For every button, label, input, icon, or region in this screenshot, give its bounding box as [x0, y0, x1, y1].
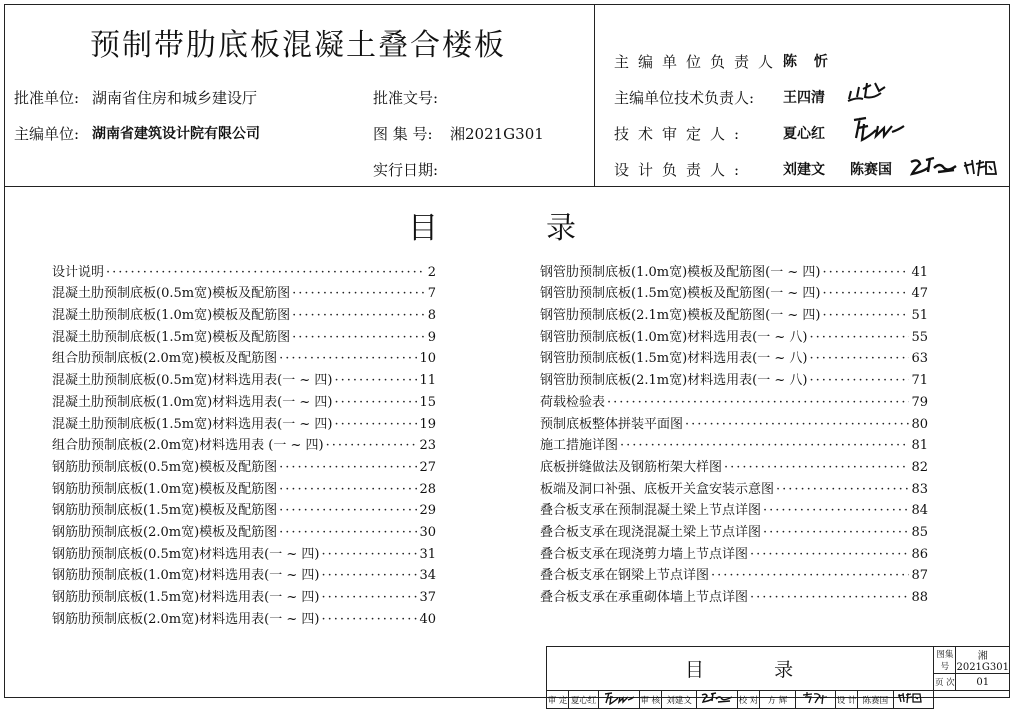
title-block-proof-name: 方 辉: [760, 691, 795, 709]
toc-entry-page: 31: [419, 546, 436, 562]
resp-chief-unit-label: 主编单位负责人:: [614, 53, 797, 71]
toc-entry-page: 11: [419, 373, 436, 389]
title-block-check-label: 审 核: [639, 691, 661, 709]
impl-date-label: 实行日期:: [373, 161, 439, 179]
toc-entry-title: 组合肋预制底板(2.0m宽)材料选用表 (一 ~ 四): [52, 438, 324, 454]
title-block-atlas-no: 湘2021G301: [956, 647, 1010, 674]
toc-heading-char-2: 录: [546, 211, 576, 246]
toc-entry-page: 2: [427, 264, 436, 280]
toc-entry[interactable]: [540, 280, 928, 302]
toc-entry-title: 钢筋肋预制底板(0.5m宽)模板及配筋图: [52, 459, 278, 475]
toc-entry[interactable]: [540, 258, 928, 280]
toc-entry-page: 37: [419, 590, 436, 605]
toc-dot-leader: [763, 525, 909, 540]
title-block-review-name: 夏心红: [569, 691, 599, 709]
toc-dot-leader: [279, 482, 417, 497]
title-block-name-char-1: 目: [685, 659, 707, 681]
toc-dot-leader: [279, 503, 417, 518]
title-block-check-name: 刘建文: [661, 691, 696, 709]
toc-dot-leader: [750, 547, 909, 562]
toc-entry-title: 叠合板支承在钢梁上节点详图: [540, 568, 710, 584]
toc-entry[interactable]: [540, 301, 928, 323]
signature-chen-small-image: [897, 691, 929, 705]
toc-entry-title: 钢筋肋预制底板(0.5m宽)材料选用表(一 ~ 四): [52, 546, 320, 562]
signature-wang-image: [845, 79, 887, 105]
toc-dot-leader: [724, 460, 909, 475]
toc-dot-leader: [822, 308, 909, 323]
toc-entry[interactable]: [540, 410, 928, 432]
header-vertical-divider: [594, 4, 595, 186]
title-block-proof-sign: [795, 691, 835, 709]
toc-entry-title: 钢筋肋预制底板(2.0m宽)模板及配筋图: [52, 524, 278, 540]
toc-entry-page: 71: [911, 373, 928, 389]
chief-unit-label: 主编单位:: [14, 125, 80, 143]
toc-entry-title: 混凝土肋预制底板(1.0m宽)模板及配筋图: [52, 308, 291, 324]
toc-entry[interactable]: [52, 540, 436, 562]
toc-entry-title: 混凝土肋预制底板(0.5m宽)模板及配筋图: [52, 286, 291, 302]
toc-entry-page: 85: [911, 524, 928, 540]
signature-liu-small-image: [700, 691, 734, 705]
toc-entry-page: 30: [419, 524, 436, 540]
toc-entry-title: 钢管肋预制底板(2.1m宽)材料选用表(一 ~ 八): [540, 373, 808, 389]
toc-entry[interactable]: [540, 345, 928, 367]
resp-design-name-1: 刘建文: [783, 162, 825, 178]
toc-dot-leader: [776, 482, 909, 497]
resp-tech-name: 王四清: [783, 90, 825, 106]
toc-entry[interactable]: [52, 410, 436, 432]
toc-entry-title: 钢筋肋预制底板(1.0m宽)模板及配筋图: [52, 481, 278, 497]
toc-entry-page: 55: [911, 329, 928, 345]
toc-entry-page: 51: [911, 308, 928, 324]
toc-entry-page: 87: [911, 568, 928, 584]
toc-dot-leader: [763, 503, 909, 518]
toc-entry-page: 15: [419, 394, 436, 410]
toc-entry-title: 钢筋肋预制底板(1.0m宽)材料选用表(一 ~ 四): [52, 568, 320, 584]
toc-dot-leader: [822, 286, 909, 301]
toc-entry-page: 41: [911, 264, 928, 280]
toc-entry[interactable]: [540, 562, 928, 584]
toc-entry-page: 9: [427, 329, 436, 345]
toc-entry-page: 83: [911, 481, 928, 497]
toc-dot-leader: [106, 265, 426, 280]
toc-entry[interactable]: [52, 432, 436, 454]
header-divider: [4, 186, 1010, 187]
toc-entry-page: 47: [911, 286, 928, 302]
toc-dot-leader: [334, 395, 417, 410]
toc-entry[interactable]: [540, 366, 928, 388]
toc-entry-page: 7: [427, 286, 436, 302]
toc-entry[interactable]: [52, 301, 436, 323]
toc-dot-leader: [292, 286, 426, 301]
toc-dot-leader: [620, 438, 909, 453]
toc-entry[interactable]: [52, 475, 436, 497]
signature-fang-small-image: [800, 691, 830, 705]
toc-entry-page: 10: [419, 351, 436, 367]
toc-dot-leader: [279, 460, 417, 475]
toc-entry-page: 40: [419, 611, 436, 627]
toc-entry[interactable]: [52, 497, 436, 519]
toc-dot-leader: [711, 568, 909, 583]
toc-entry-page: 27: [419, 459, 436, 475]
resp-design-label: 设计负责人:: [614, 161, 749, 179]
toc-entry[interactable]: [52, 583, 436, 605]
toc-entry-page: 29: [419, 503, 436, 519]
toc-entry-title: 板端及洞口补强、底板开关盒安装示意图: [540, 481, 775, 497]
toc-entry[interactable]: [540, 518, 928, 540]
title-block-atlas-label: 图集号: [934, 647, 956, 674]
toc-entry-page: 23: [419, 438, 436, 454]
atlas-no-label: 图 集 号:: [373, 125, 433, 143]
toc-entry-title: 混凝土肋预制底板(1.0m宽)材料选用表(一 ~ 四): [52, 394, 333, 410]
toc-entry-page: 81: [911, 438, 928, 454]
title-block-review-label: 审 定: [547, 691, 569, 709]
toc-dot-leader: [326, 438, 418, 453]
toc-dot-leader: [809, 373, 909, 388]
toc-dot-leader: [685, 417, 909, 432]
toc-dot-leader: [822, 265, 909, 280]
toc-entry-title: 钢筋肋预制底板(1.5m宽)材料选用表(一 ~ 四): [52, 590, 320, 605]
toc-entry[interactable]: [52, 518, 436, 540]
toc-entry-title: 钢管肋预制底板(1.5m宽)材料选用表(一 ~ 八): [540, 351, 808, 367]
toc-entry-title: 钢管肋预制底板(2.1m宽)模板及配筋图(一 ~ 四): [540, 308, 821, 324]
toc-entry-page: 34: [419, 568, 436, 584]
toc-dot-leader: [334, 373, 417, 388]
toc-entry[interactable]: [540, 388, 928, 410]
toc-entry[interactable]: [540, 323, 928, 345]
toc-entry-page: 82: [911, 459, 928, 475]
toc-entry-title: 底板拼缝做法及钢筋桁架大样图: [540, 459, 723, 475]
toc-entry-title: 叠合板支承在现浇剪力墙上节点详图: [540, 546, 749, 562]
toc-entry[interactable]: [540, 583, 928, 605]
toc-entry-title: 混凝土肋预制底板(1.5m宽)材料选用表(一 ~ 四): [52, 416, 333, 432]
toc-entry[interactable]: [52, 453, 436, 475]
toc-entry[interactable]: [540, 540, 928, 562]
signature-liu-image: [908, 154, 958, 180]
toc-entry-page: 86: [911, 546, 928, 562]
toc-entry-page: 63: [911, 351, 928, 367]
toc-entry-title: 组合肋预制底板(2.0m宽)模板及配筋图: [52, 351, 278, 367]
toc-entry-title: 钢管肋预制底板(1.0m宽)模板及配筋图(一 ~ 四): [540, 264, 821, 280]
toc-entry-title: 混凝土肋预制底板(1.5m宽)模板及配筋图: [52, 329, 291, 345]
atlas-no-value: 湘2021G301: [450, 125, 544, 143]
toc-entry[interactable]: [52, 388, 436, 410]
title-block-name: [547, 647, 934, 691]
toc-entry[interactable]: [52, 323, 436, 345]
toc-entry[interactable]: [52, 345, 436, 367]
toc-dot-leader: [607, 395, 909, 410]
resp-tech-label: 主编单位技术负责人:: [614, 89, 755, 107]
toc-dot-leader: [292, 330, 426, 345]
toc-dot-leader: [279, 525, 417, 540]
title-block: [546, 646, 1010, 709]
title-block-design-name: 陈赛国: [858, 691, 893, 709]
resp-review-label: 技术审定人:: [614, 125, 749, 143]
toc-right-column: [540, 258, 928, 605]
toc-left-column: [52, 258, 436, 627]
title-block-page-no: 01: [956, 674, 1010, 691]
toc-dot-leader: [334, 417, 417, 432]
resp-chief-unit-name: 陈 忻: [783, 54, 834, 70]
toc-heading-char-1: 目: [408, 211, 438, 246]
signature-xia-small-image: [602, 691, 636, 705]
toc-dot-leader: [321, 568, 417, 583]
approval-unit-value: 湖南省住房和城乡建设厅: [92, 89, 258, 107]
toc-entry[interactable]: [540, 453, 928, 475]
toc-dot-leader: [809, 330, 909, 345]
toc-entry[interactable]: [52, 258, 436, 280]
title-block-review-sign: [598, 691, 639, 709]
toc-entry-title: 预制底板整体拼装平面图: [540, 416, 684, 432]
toc-entry-title: 钢筋肋预制底板(1.5m宽)模板及配筋图: [52, 503, 278, 519]
signature-chen-image: [962, 156, 998, 180]
resp-design-name-2: 陈赛国: [850, 162, 892, 178]
toc-entry[interactable]: [540, 497, 928, 519]
toc-dot-leader: [321, 590, 417, 605]
toc-dot-leader: [292, 308, 426, 323]
toc-entry-page: 28: [419, 481, 436, 497]
title-block-proof-label: 校 对: [737, 691, 759, 709]
toc-entry-page: 79: [911, 394, 928, 410]
toc-entry-page: 80: [911, 416, 928, 432]
toc-entry-title: 叠合板支承在承重砌体墙上节点详图: [540, 590, 749, 605]
toc-entry-page: 8: [427, 308, 436, 324]
title-block-name-char-2: 录: [774, 659, 796, 681]
title-block-page-label: 页 次: [934, 674, 956, 691]
toc-entry-title: 混凝土肋预制底板(0.5m宽)材料选用表(一 ~ 四): [52, 373, 333, 389]
resp-review-name: 夏心红: [783, 126, 825, 142]
toc-entry-title: 施工措施详图: [540, 438, 619, 454]
title-block-design-sign: [893, 691, 934, 709]
toc-dot-leader: [321, 612, 417, 627]
toc-entry-title: 叠合板支承在预制混凝土梁上节点详图: [540, 503, 762, 519]
toc-dot-leader: [279, 351, 417, 366]
toc-entry-title: 钢管肋预制底板(1.5m宽)模板及配筋图(一 ~ 四): [540, 286, 821, 302]
toc-entry-title: 荷载检验表: [540, 394, 606, 410]
title-block-check-sign: [697, 691, 738, 709]
approval-unit-label: 批准单位:: [14, 89, 80, 107]
toc-entry-page: 19: [419, 416, 436, 432]
toc-entry[interactable]: [540, 475, 928, 497]
toc-entry[interactable]: [52, 562, 436, 584]
toc-entry-title: 钢管肋预制底板(1.0m宽)材料选用表(一 ~ 八): [540, 329, 808, 345]
toc-entry[interactable]: [52, 366, 436, 388]
toc-entry[interactable]: [52, 280, 436, 302]
toc-dot-leader: [750, 590, 909, 605]
toc-entry-page: 88: [911, 590, 928, 605]
toc-dot-leader: [809, 351, 909, 366]
approval-doc-label: 批准文号:: [373, 89, 439, 107]
signature-xia-image: [850, 114, 906, 144]
toc-entry[interactable]: [52, 605, 436, 627]
atlas-title: 预制带肋底板混凝土叠合楼板: [90, 28, 506, 63]
title-block-design-label: 设 计: [836, 691, 858, 709]
toc-entry[interactable]: [540, 432, 928, 454]
toc-entry-title: 钢筋肋预制底板(2.0m宽)材料选用表(一 ~ 四): [52, 611, 320, 627]
toc-dot-leader: [321, 547, 417, 562]
chief-unit-value: 湖南省建筑设计院有限公司: [92, 126, 260, 142]
toc-entry-page: 84: [911, 503, 928, 519]
toc-entry-title: 设计说明: [52, 264, 105, 280]
toc-entry-title: 叠合板支承在现浇混凝土梁上节点详图: [540, 524, 762, 540]
